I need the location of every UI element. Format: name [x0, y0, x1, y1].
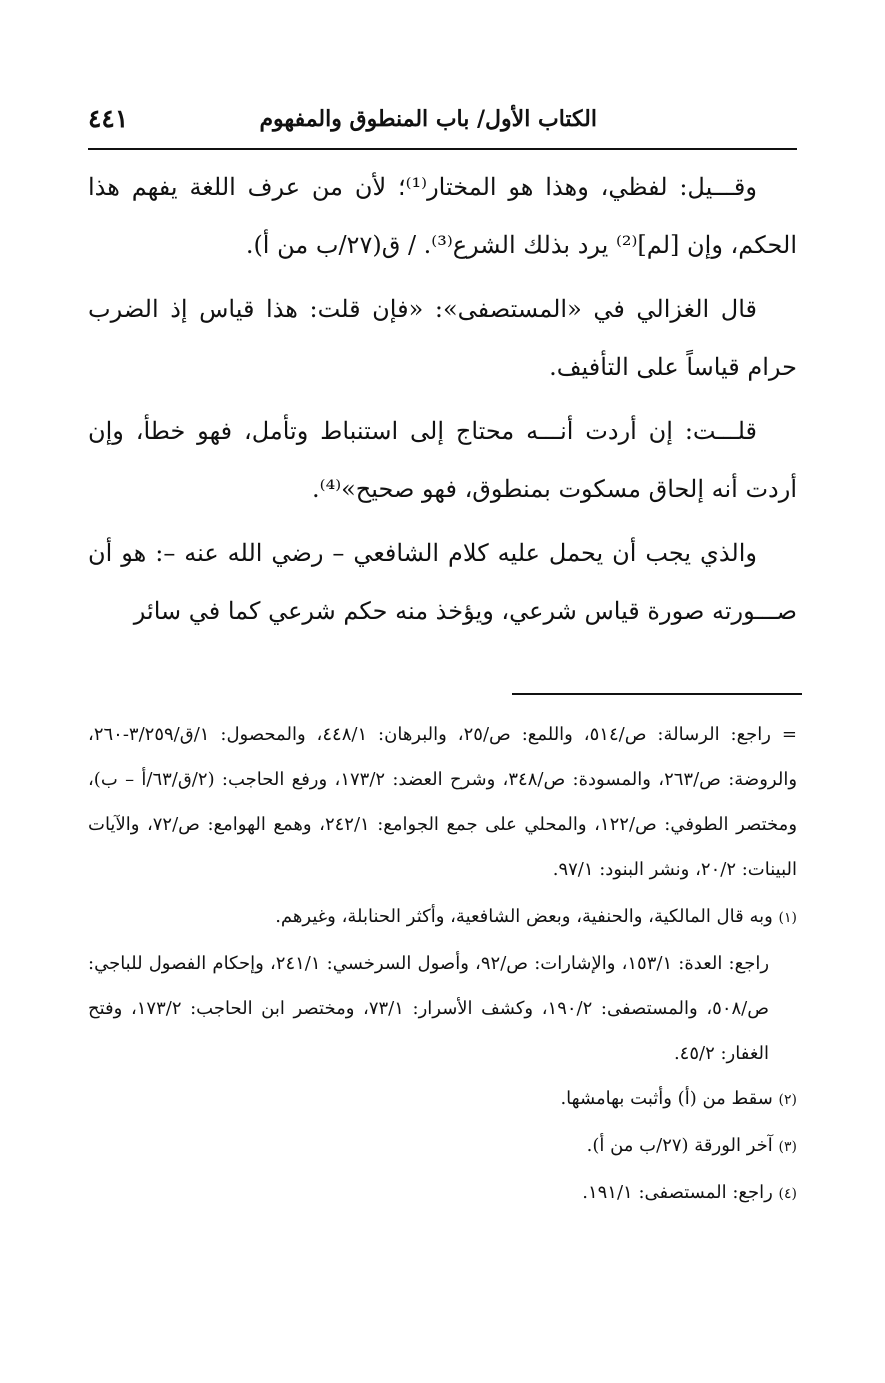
footnote-3-mark: (٣)	[778, 1139, 797, 1155]
header-rule	[88, 148, 797, 150]
running-header	[88, 100, 797, 144]
footnote-continuation: = راجع: الرسالة: ص/٥١٤، واللمع: ص/٢٥، والبرهان: ٤٤٨/١، والمحصول: ١/ق/٣/٢٥٩-٢٦٠، والروضة: ص/٢٦٣، والمسودة: ص/٣٤٨، وشرح العضد: ١٧٣/٢، ورفع الحاجب: (٢/ق/٦٣/أ – ب)، ومختصر الطوفي: ص/١٢٢، والمحلي على جمع الجوامع: ٢٤٢/١، وهمع الهوامع: ص/٧٢، والآيات البينات: ٢٠/٢، ونشر البنود: ٩٧/١.	[88, 724, 798, 880]
paragraph-1: وقـــيل: لفظي، وهذا هو المختار⁽¹⁾؛ لأن من عرف اللغة يفهم هذا الحكم، وإن [لم]⁽²⁾ يرد بذلك الشرع⁽³⁾. / ق(٢٧/ب من أ).	[88, 173, 797, 259]
footnotes	[88, 712, 797, 1217]
footnote-3	[88, 1123, 797, 1170]
paragraph-3: قلـــت: إن أردت أنـــه محتاج إلى استنباط وتأمل، فهو خطأ، وإن أردت أنه إلحاق مسكوت بمنطوق، فهو صحيح»⁽⁴⁾.	[88, 417, 797, 503]
footnote-1-text: وبه قال المالكية، والحنفية، وبعض الشافعية، وأكثر الحنابلة، وغيرهم.	[275, 906, 773, 927]
footnote-4-text: راجع: المستصفى: ١٩١/١.	[582, 1182, 773, 1203]
footnote-rule	[512, 693, 802, 695]
paragraph-4: والذي يجب أن يحمل عليه كلام الشافعي – رضي الله عنه –: هو أن صـــورته صورة قياس شرعي، ويؤخذ منه حكم شرعي كما في سائر	[88, 539, 797, 625]
footnote-1-references: راجع: العدة: ١٥٣/١، والإشارات: ص/٩٢، وأصول السرخسي: ٢٤١/١، وإحكام الفصول للباجي: ص/٥٠٨، والمستصفى: ١٩٠/٢، وكشف الأسرار: ٧٣/١، ومختصر ابن الحاجب: ١٧٣/٢، وفتح الغفار: ٤٥/٢.	[88, 953, 770, 1064]
main-text	[88, 158, 797, 646]
footnote-4-mark: (٤)	[778, 1186, 797, 1202]
paragraph-2: قال الغزالي في «المستصفى»: «فإن قلت: هذا قياس إذ الضرب حرام قياساً على التأفيف.	[88, 295, 797, 381]
chapter-title: الكتاب الأول/ باب المنطوق والمفهوم	[259, 106, 597, 132]
footnote-3-text: آخر الورقة (٢٧/ب من أ).	[586, 1135, 773, 1156]
page-number: ٤٤١	[88, 104, 129, 133]
footnote-1-mark: (١)	[778, 910, 797, 926]
footnote-2-text: سقط من (أ) وأثبت بهامشها.	[560, 1088, 773, 1109]
footnote-2	[88, 1076, 797, 1123]
footnote-1	[88, 894, 797, 941]
footnote-2-mark: (٢)	[778, 1092, 797, 1108]
footnote-4	[88, 1170, 797, 1217]
